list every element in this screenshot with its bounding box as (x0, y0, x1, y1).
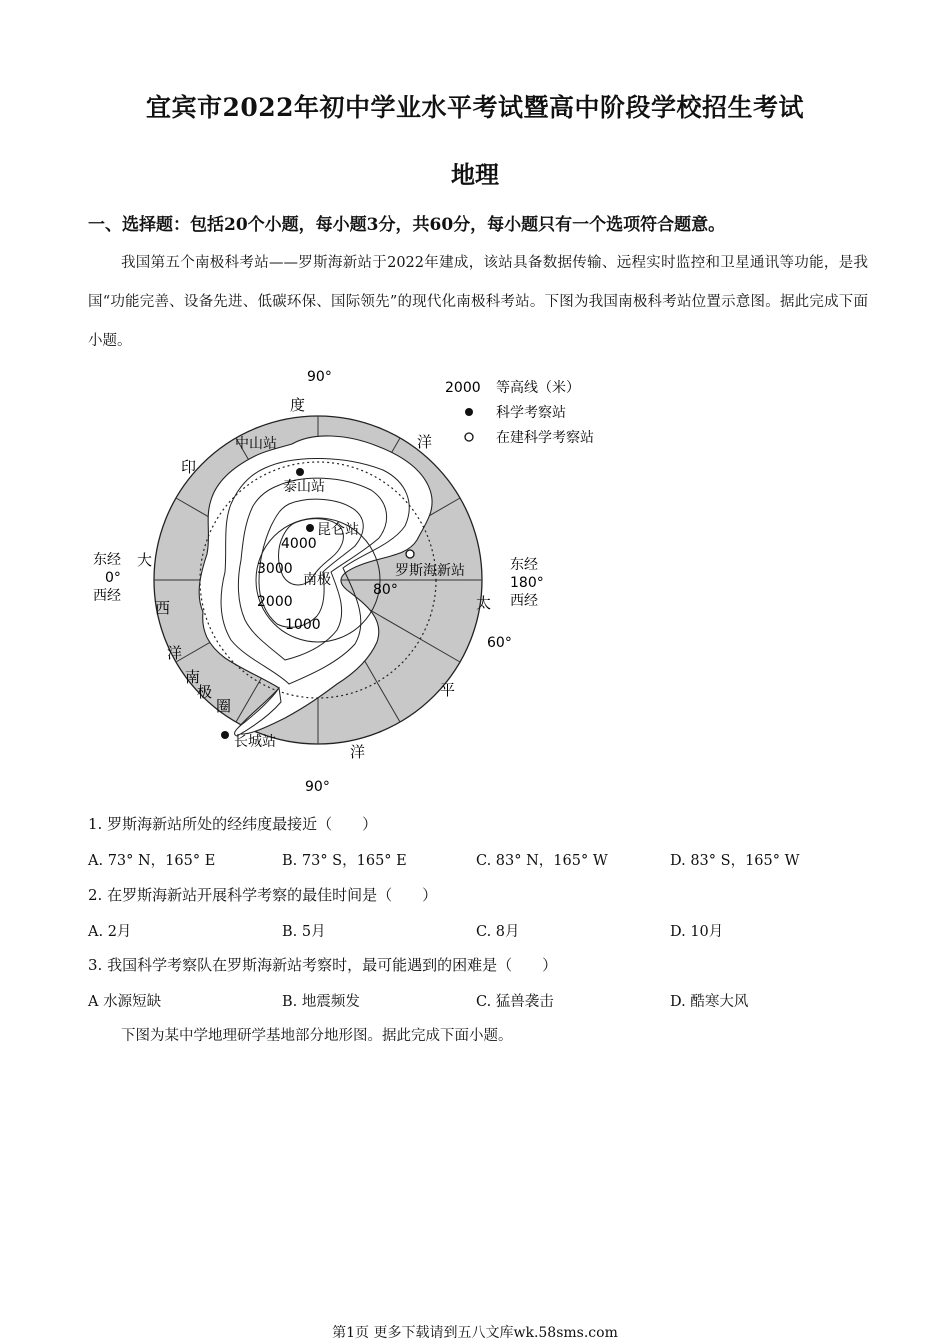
station-kunlun-dot (306, 524, 314, 532)
label-pacific-3: 洋 (350, 743, 366, 761)
intro-paragraph: 我国第五个南极科考站——罗斯海新站于2022年建成，该站具备数据传输、远程实时监控和卫星通讯等功能，是我国“功能完善、设备先进、低碳环保、国际领先”的现代化南极科考站。下图为我国南极科考站位置示意图。据此完成下面小题。 (88, 255, 868, 349)
q3-option-b[interactable]: B. 地震频发 (282, 994, 360, 1010)
label-80deg: 80° (373, 582, 398, 598)
label-east-right: 东经 (510, 557, 538, 573)
exam-title: 宜宾市2022年初中学业水平考试暨高中阶段学校招生考试 (145, 93, 805, 122)
label-contour-2000: 2000 (257, 594, 293, 610)
label-pacific-1: 太 (476, 594, 492, 612)
q3-option-c[interactable]: C. 猛兽袭击 (476, 994, 554, 1010)
station-rosssea-dot (406, 550, 414, 558)
label-contour-3000: 3000 (257, 561, 293, 577)
q1-option-b[interactable]: B. 73° S，165° E (282, 853, 407, 869)
label-contour-1000: 1000 (285, 617, 321, 633)
q2-option-a[interactable]: A. 2月 (88, 924, 132, 940)
label-station-rosssea: 罗斯海新站 (395, 563, 465, 579)
legend-building-dot (465, 433, 473, 441)
label-90-bottom: 90° (305, 779, 330, 795)
label-circle-3: 圈 (216, 697, 232, 715)
label-atlantic-2: 西 (155, 599, 171, 617)
label-indian-3: 洋 (417, 433, 433, 451)
label-0deg: 0° (105, 570, 121, 586)
label-60deg: 60° (487, 635, 512, 651)
label-atlantic-1: 大 (137, 551, 153, 569)
q1-option-a[interactable]: A. 73° N，165° E (88, 853, 216, 869)
legend-station-dot (465, 408, 473, 416)
map-legend (445, 379, 594, 446)
label-180deg: 180° (510, 575, 544, 591)
label-west-right: 西经 (510, 593, 538, 609)
subject-title: 地理 (451, 160, 499, 189)
antarctica-station-map (85, 358, 625, 798)
legend-station-label: 科学考察站 (496, 405, 566, 421)
label-station-changcheng: 长城站 (234, 734, 276, 750)
q2-option-d[interactable]: D. 10月 (670, 924, 724, 940)
label-station-kunlun: 昆仑站 (317, 522, 359, 538)
label-circle-2: 极 (197, 683, 213, 701)
label-station-taishan: 泰山站 (283, 479, 325, 495)
station-changcheng-dot (221, 731, 229, 739)
label-pacific-2: 平 (440, 681, 456, 699)
q1-option-d[interactable]: D. 83° S，165° W (670, 853, 800, 869)
label-south-pole: 南极 (303, 572, 331, 588)
label-atlantic-3: 洋 (167, 644, 183, 662)
q3-option-a[interactable]: A 水源短缺 (88, 994, 162, 1010)
legend-contour-sample: 2000 (445, 380, 481, 396)
label-contour-4000: 4000 (281, 536, 317, 552)
label-indian-2: 度 (290, 396, 306, 414)
label-east-left: 东经 (93, 552, 121, 568)
next-section-intro: 下图为某中学地理研学基地部分地形图。据此完成下面小题。 (121, 1028, 513, 1044)
q3-option-d[interactable]: D. 酷寒大风 (670, 994, 749, 1010)
q2-option-c[interactable]: C. 8月 (476, 924, 520, 940)
label-station-zhongshan: 中山站 (235, 436, 277, 452)
section-heading: 一、选择题：包括20个小题，每小题3分，共60分，每小题只有一个选项符合题意。 (88, 215, 726, 235)
label-west-left: 西经 (93, 588, 121, 604)
question-3-stem: 3. 我国科学考察队在罗斯海新站考察时，最可能遇到的困难是（ ） (88, 956, 558, 974)
page-footer: 第1页 更多下载请到五八文库wk.58sms.com (332, 1325, 618, 1341)
question-1-stem: 1. 罗斯海新站所处的经纬度最接近（ ） (88, 815, 378, 833)
legend-contour-label: 等高线（米） (496, 380, 580, 396)
q2-option-b[interactable]: B. 5月 (282, 924, 326, 940)
label-circle-1: 南 (185, 668, 201, 686)
legend-building-label: 在建科学考察站 (496, 430, 594, 446)
station-zhongshan-dot (296, 468, 304, 476)
label-indian-1: 印 (181, 458, 197, 476)
label-90-top: 90° (307, 369, 332, 385)
q1-option-c[interactable]: C. 83° N，165° W (476, 853, 608, 869)
question-2-stem: 2. 在罗斯海新站开展科学考察的最佳时间是（ ） (88, 886, 438, 904)
